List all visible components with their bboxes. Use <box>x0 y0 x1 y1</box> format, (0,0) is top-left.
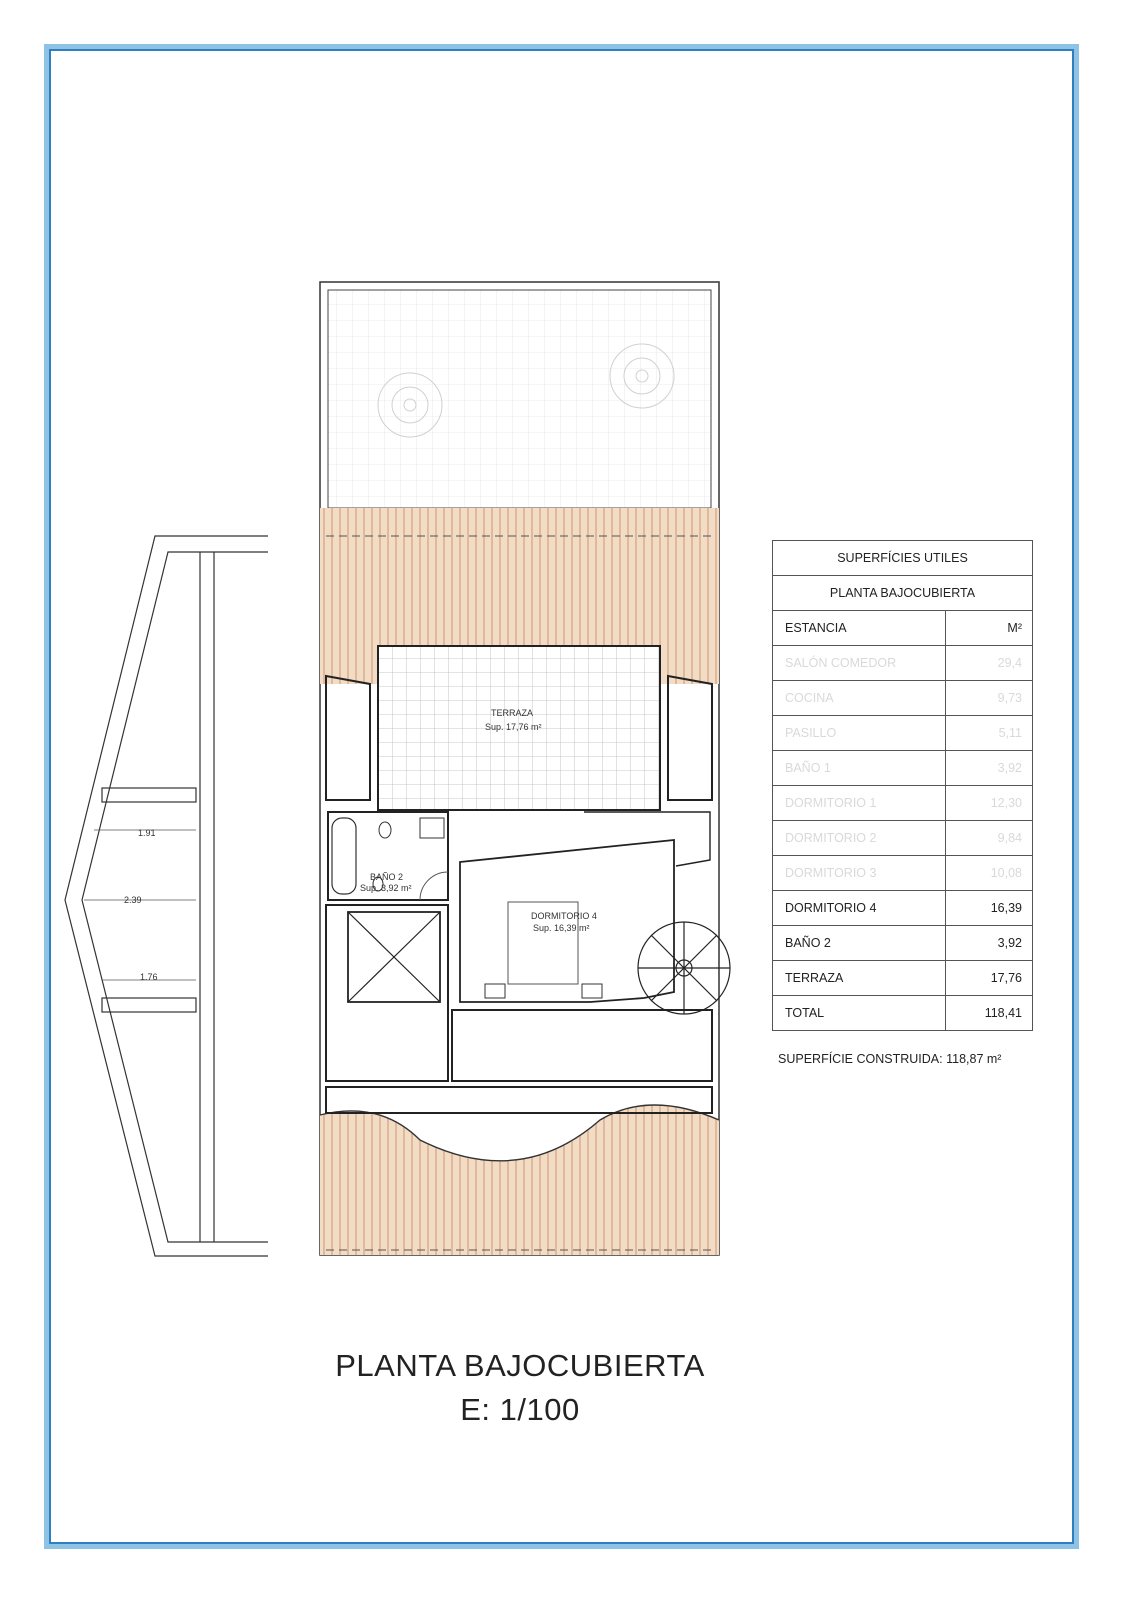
row-label: SALÓN COMEDOR <box>773 646 946 680</box>
dormitorio-name: DORMITORIO 4 <box>531 911 597 921</box>
row-value: 12,30 <box>990 796 1022 810</box>
bano-name: BAÑO 2 <box>370 872 404 882</box>
side-dim-lines <box>84 830 196 980</box>
plan-scale: E: 1/100 <box>460 1392 580 1427</box>
plan-title: PLANTA BAJOCUBIERTA <box>335 1348 705 1383</box>
table-row <box>773 646 1032 681</box>
row-label: BAÑO 1 <box>773 751 946 785</box>
row-value: 3,92 <box>997 761 1022 775</box>
table-row <box>773 926 1032 961</box>
table-row <box>773 716 1032 751</box>
side-dim-3: 1.76 <box>140 972 158 982</box>
bano-sup: Sup. 3,92 m² <box>360 883 412 893</box>
table-row <box>773 891 1032 926</box>
dormitorio-sup: Sup. 16,39 m² <box>533 923 590 933</box>
row-value: 16,39 <box>990 901 1022 915</box>
terraza-sup: Sup. 17,76 m² <box>485 722 542 732</box>
table-row <box>773 856 1032 891</box>
table-row <box>773 751 1032 786</box>
side-dim-2: 2.39 <box>124 895 142 905</box>
row-label: DORMITORIO 1 <box>773 786 946 820</box>
row-label: COCINA <box>773 681 946 715</box>
side-access <box>65 536 268 1256</box>
spiral-stair <box>638 922 730 1014</box>
row-value: 17,76 <box>990 971 1022 985</box>
table-row-total <box>773 996 1032 1030</box>
row-label: DORMITORIO 4 <box>773 891 946 925</box>
row-label: TERRAZA <box>773 961 946 995</box>
superficie-construida <box>778 1052 1001 1066</box>
row-value: 5,11 <box>998 726 1022 740</box>
table-row <box>773 681 1032 716</box>
col-m2: M² <box>1007 621 1022 635</box>
construida-label: SUPERFÍCIE CONSTRUIDA: <box>778 1052 943 1066</box>
row-value: 10,08 <box>990 866 1022 880</box>
table-row <box>773 786 1032 821</box>
superficies-table <box>772 540 1033 1031</box>
row-label: DORMITORIO 3 <box>773 856 946 890</box>
row-label: DORMITORIO 2 <box>773 821 946 855</box>
row-label: BAÑO 2 <box>773 926 946 960</box>
row-label: PASILLO <box>773 716 946 750</box>
table-row <box>773 821 1032 856</box>
row-value: 3,92 <box>997 936 1022 950</box>
side-dim-1: 1.91 <box>138 828 156 838</box>
terraza-name: TERRAZA <box>491 708 534 718</box>
roof-tiled-area <box>328 290 711 508</box>
row-value: 118,41 <box>984 1006 1022 1020</box>
table-subtitle: PLANTA BAJOCUBIERTA <box>773 576 1032 611</box>
dormitorio-room <box>460 840 674 1002</box>
table-title: SUPERFÍCIES UTILES <box>773 541 1032 576</box>
row-label: TOTAL <box>773 996 946 1030</box>
row-value: 29,4 <box>997 656 1022 670</box>
table-header-row <box>773 611 1032 646</box>
deck-lower <box>320 1105 719 1255</box>
row-value: 9,73 <box>997 691 1022 705</box>
col-estancia: ESTANCIA <box>773 611 946 645</box>
table-row <box>773 961 1032 996</box>
construida-value: 118,87 m² <box>946 1052 1002 1066</box>
row-value: 9,84 <box>997 831 1022 845</box>
